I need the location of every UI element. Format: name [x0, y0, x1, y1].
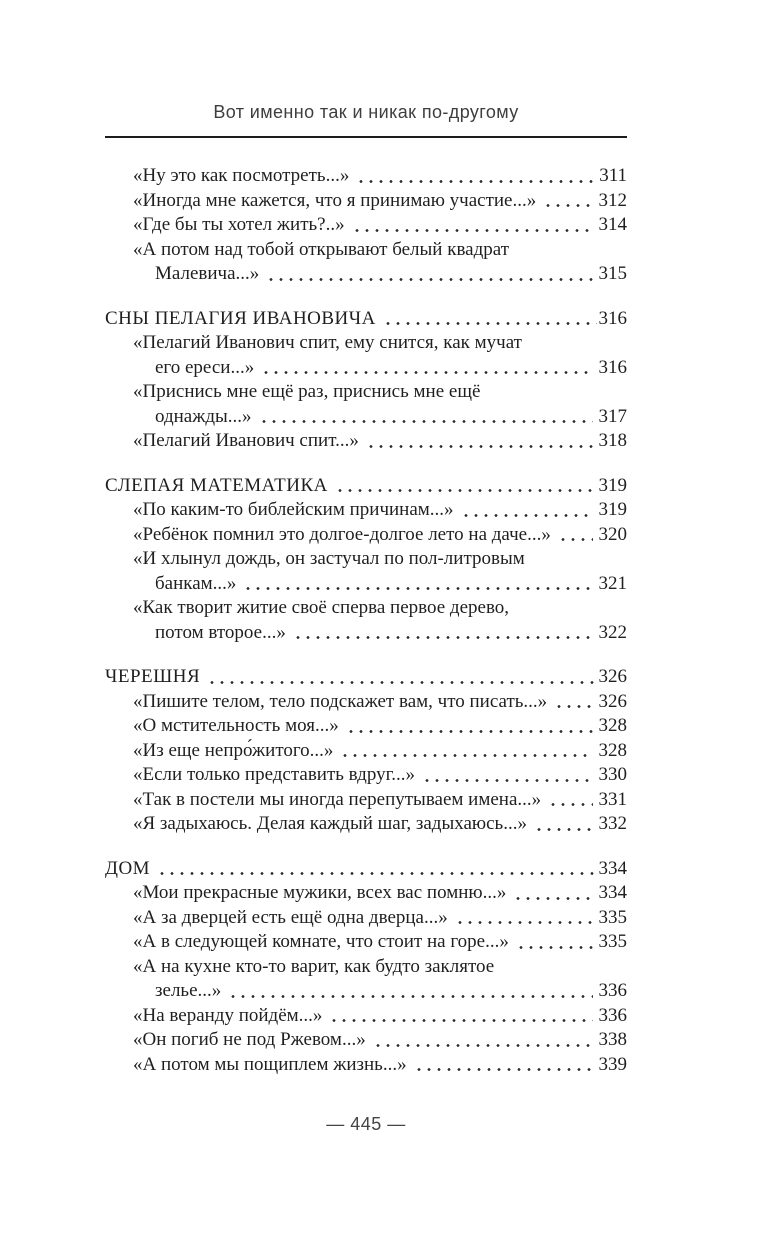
dot-leader — [554, 704, 592, 709]
toc-entry-page: 312 — [598, 189, 627, 211]
toc-entry-page: 331 — [598, 788, 627, 810]
toc-entry — [133, 1053, 627, 1078]
toc-group — [105, 474, 627, 646]
dot-leader — [243, 586, 592, 591]
toc-entry-continuation — [155, 979, 627, 1004]
toc-entry-title: «Я задыхаюсь. Делая каждый шаг, задыхаюсь...» — [133, 813, 527, 834]
toc-entry-page: 330 — [598, 764, 627, 785]
dot-leader — [259, 419, 593, 424]
toc-entry-title: «Ребёнок помнил это долгое-долгое лето на даче...» — [133, 523, 551, 545]
toc-entry-title: «Пишите телом, тело подскажет вам, что писать...» — [133, 690, 548, 712]
toc-entry-title: «А в следующей комнате, что стоит на горе...» — [133, 931, 509, 952]
toc-entry-title: «Из еще непро́житого...» — [133, 739, 334, 761]
toc-entry-title: «Где бы ты хотел жить?..» — [133, 214, 345, 235]
toc-group — [105, 857, 627, 1078]
toc-entry — [133, 213, 627, 238]
dot-leader — [340, 753, 592, 758]
dot-leader — [335, 488, 597, 493]
toc-entry-continuation — [155, 405, 627, 430]
toc-entry-page: 319 — [598, 499, 627, 520]
toc-entry — [133, 547, 627, 596]
toc-entry-title: «Он погиб не под Ржевом...» — [133, 1029, 366, 1050]
dot-leader — [543, 203, 592, 208]
toc-entry — [133, 714, 627, 739]
toc-entry-title-continued: однажды...» — [155, 405, 252, 427]
toc-entry-title-continued: Малевича...» — [155, 263, 260, 284]
toc-entry-title-continued: потом второе...» — [155, 621, 286, 643]
toc-entry-continuation — [155, 262, 627, 287]
toc-entry-page: 339 — [598, 1053, 627, 1075]
toc-entry — [133, 596, 627, 645]
toc-entry-title: «Иногда мне кажется, что я принимаю участие...» — [133, 189, 537, 211]
dot-leader — [228, 994, 592, 999]
dot-leader — [356, 179, 593, 184]
toc-section-heading-label: ДОМ — [105, 857, 151, 879]
toc-entry-title: «По каким-то библейским причинам...» — [133, 499, 454, 520]
toc-entry-title-continued: зелье...» — [155, 980, 222, 1001]
toc-entry-title-continued: его ереси...» — [155, 356, 255, 378]
toc-entry-page: 335 — [598, 931, 627, 952]
toc-entry-title: «А на кухне кто-то варит, как будто заклятое — [133, 955, 495, 977]
toc-entry-title: «А за дверцей есть ещё одна дверца...» — [133, 906, 448, 928]
toc-entry-page: 332 — [598, 813, 627, 834]
dot-leader — [516, 945, 593, 950]
toc-entry-page: 338 — [598, 1029, 627, 1050]
toc-entry-page: 318 — [598, 430, 627, 451]
toc-entry-title: «Пелагий Иванович спит...» — [133, 430, 359, 451]
toc-entry-continuation — [155, 356, 627, 381]
toc-entry — [133, 906, 627, 931]
toc-section-heading-label: СЛЕПАЯ МАТЕМАТИКА — [105, 474, 328, 496]
toc-entry — [133, 930, 627, 955]
toc-entry-page: 314 — [598, 214, 627, 235]
toc-entry-title: «Ну это как посмотреть...» — [133, 165, 350, 186]
dot-leader — [366, 444, 593, 449]
toc-section-heading-label: ЧЕРЕШНЯ — [105, 666, 201, 687]
dot-leader — [513, 896, 592, 901]
toc-entry — [133, 955, 627, 1004]
running-title: Вот именно так и никак по-другому — [213, 102, 519, 122]
toc-entry-page: 321 — [598, 572, 627, 594]
table-of-contents — [105, 164, 627, 1077]
toc-entry-title: «И хлынул дождь, он застучал по пол-литровым — [133, 548, 525, 569]
toc-entry-title: «Мои прекрасные мужики, всех вас помню...» — [133, 882, 507, 903]
toc-entry-page: 326 — [598, 690, 627, 712]
toc-entry-title: «Пелагий Иванович спит, ему снится, как мучат — [133, 332, 522, 353]
dot-leader — [548, 802, 592, 807]
toc-entry — [133, 1004, 627, 1029]
toc-entry — [133, 1028, 627, 1053]
toc-section-heading — [105, 857, 627, 882]
dot-leader — [373, 1043, 593, 1048]
toc-entry — [133, 380, 627, 429]
toc-entry — [133, 739, 627, 764]
toc-entry-page: 336 — [598, 980, 627, 1001]
toc-entry-page: 317 — [598, 405, 627, 427]
toc-entry-title: «Приснись мне ещё раз, приснись мне ещё — [133, 381, 481, 402]
toc-section-heading-page: 326 — [598, 666, 627, 687]
toc-entry — [133, 763, 627, 788]
dot-leader — [422, 778, 593, 783]
dot-leader — [261, 370, 592, 375]
toc-section-heading-page: 316 — [598, 307, 627, 329]
toc-entry — [133, 690, 627, 715]
page-number: — 445 — — [326, 1114, 406, 1134]
toc-entry — [133, 189, 627, 214]
toc-entry-page: 322 — [598, 621, 627, 643]
toc-entry-page: 316 — [598, 356, 627, 378]
toc-section-heading-page: 334 — [598, 857, 627, 879]
toc-section-heading — [105, 307, 627, 332]
toc-entry — [133, 788, 627, 813]
toc-group — [105, 307, 627, 454]
toc-entry-title: «Так в постели мы иногда перепутываем имена...» — [133, 788, 542, 810]
toc-entry-title: «На веранду пойдём...» — [133, 1004, 323, 1026]
toc-section-heading — [105, 665, 627, 690]
toc-entry — [133, 238, 627, 287]
toc-entry-title: «Если только представить вдруг...» — [133, 764, 415, 785]
toc-section-heading-label: СНЫ ПЕЛАГИЯ ИВАНОВИЧА — [105, 307, 376, 329]
toc-entry — [133, 429, 627, 454]
toc-entry-title: «О мстительность моя...» — [133, 715, 339, 736]
toc-entry-page: 328 — [598, 739, 627, 761]
dot-leader — [293, 635, 593, 640]
toc-entry-continuation — [155, 621, 627, 646]
dot-leader — [383, 321, 597, 326]
dot-leader — [346, 729, 593, 734]
dot-leader — [329, 1018, 592, 1023]
dot-leader — [461, 513, 593, 518]
toc-entry — [133, 881, 627, 906]
dot-leader — [207, 680, 596, 685]
toc-entry-title-continued: банкам...» — [155, 572, 237, 594]
toc-group — [105, 164, 627, 287]
toc-entry-page: 328 — [598, 715, 627, 736]
toc-entry-title: «Как творит житие своё сперва первое дерево, — [133, 597, 510, 618]
dot-leader — [157, 871, 596, 876]
toc-entry-page: 315 — [598, 263, 627, 284]
toc-entry — [133, 812, 627, 837]
dot-leader — [414, 1067, 593, 1072]
toc-entry-continuation — [155, 572, 627, 597]
toc-entry-page: 335 — [598, 906, 627, 928]
dot-leader — [352, 228, 593, 233]
toc-entry-title: «А потом над тобой открывают белый квадрат — [133, 238, 510, 260]
toc-entry-page: 311 — [599, 165, 627, 186]
toc-entry-page: 320 — [598, 523, 627, 545]
toc-section-heading-page: 319 — [598, 474, 627, 496]
toc-entry-page: 336 — [598, 1004, 627, 1026]
toc-entry-title: «А потом мы пощиплем жизнь...» — [133, 1053, 407, 1075]
dot-leader — [266, 277, 592, 282]
toc-entry — [133, 331, 627, 380]
toc-entry — [133, 498, 627, 523]
dot-leader — [455, 920, 593, 925]
dot-leader — [558, 537, 593, 542]
toc-entry — [133, 164, 627, 189]
toc-group — [105, 665, 627, 837]
toc-entry-page: 334 — [598, 882, 627, 903]
header-rule — [105, 136, 627, 138]
dot-leader — [534, 827, 593, 832]
toc-entry — [133, 523, 627, 548]
toc-section-heading — [105, 474, 627, 499]
